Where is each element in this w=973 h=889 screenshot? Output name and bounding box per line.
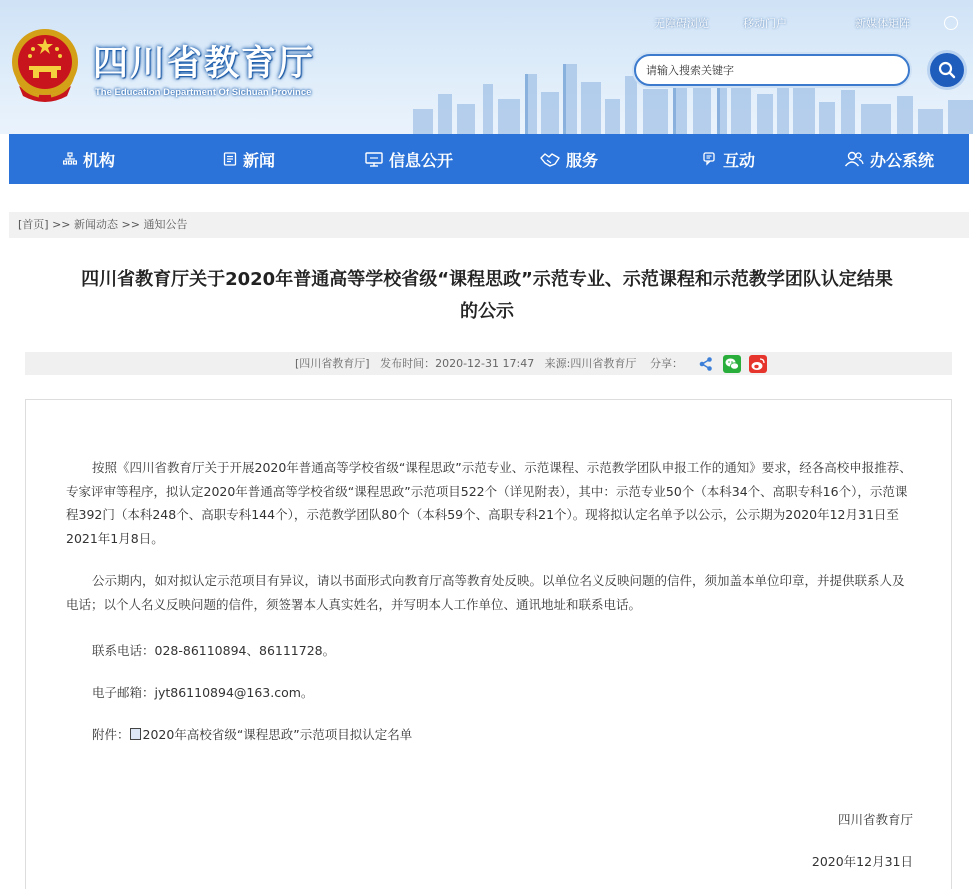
breadcrumb-home[interactable]: [首页] [18, 218, 49, 231]
org-icon [63, 152, 77, 166]
file-icon [130, 728, 141, 740]
attachment-link[interactable]: 2020年高校省级“课程思政”示范项目拟认定名单 [142, 727, 413, 742]
nav-item-org[interactable] [9, 134, 169, 184]
handshake-icon [540, 152, 560, 167]
nav-item-news[interactable] [169, 134, 329, 184]
share-label: 分享： [650, 357, 683, 370]
publish-date: 2020年12月31日 [811, 854, 913, 869]
article-content [25, 399, 952, 889]
search-box [634, 54, 910, 86]
article-paragraph: 公示期内，如对拟认定示范项目有异议，请以书面形式向教育厅高等教育处反映。以单位名义反映问题的信件，须加盖本单位印章，并提供联系人及电话；以个人名义反映问题的信件，须签署本人真实姓名，并写明本人工作单位、通讯地址和联系电话。 [66, 573, 905, 612]
nav-item-office[interactable] [809, 134, 969, 184]
news-icon [223, 152, 237, 166]
new-media-link[interactable] [821, 15, 958, 31]
main-nav [9, 134, 969, 184]
article-title [25, 264, 949, 328]
search-button[interactable] [930, 53, 964, 87]
attachment-label: 附件： [92, 727, 130, 742]
share-icon[interactable] [697, 355, 715, 373]
accessibility-link[interactable]: 无障碍浏览 [654, 17, 709, 30]
nav-item-info-public[interactable] [329, 134, 489, 184]
nav-label: 信息公开 [388, 150, 453, 170]
chat-icon [703, 152, 717, 166]
nav-label: 服务 [565, 150, 598, 170]
breadcrumb [9, 212, 969, 238]
article-meta: [四川省教育厅] 发布时间：2020-12-31 17:47 来源:四川省教育厅 [295, 357, 637, 370]
site-header [0, 0, 973, 134]
monitor-icon [365, 152, 383, 167]
nav-label: 机构 [82, 150, 115, 170]
article-title-line2: 的公示 [460, 301, 514, 322]
article-title-line1: 四川省教育厅关于2020年普通高等学校省级“课程思政”示范专业、示范课程和示范教学团队认定结果 [81, 269, 893, 290]
nav-label: 互动 [722, 150, 755, 170]
new-media-label: 新媒体矩阵 [855, 17, 910, 30]
article-paragraph: 按照《四川省教育厅关于开展2020年普通高等学校省级“课程思政”示范专业、示范课程、示范教学团队申报工作的通知》要求，经各高校申报推荐、专家评审等程序，拟认定2020年普通高等学校省级“课程思政”示范项目522个（详见附表），其中：示范专业50个（本科34个、高职专科16个），示范课程392门（本科248个、高职专科144个），示范教学团队80个（本科59个、高职专科21个）。现将拟认定名单予以公示，公示期为2020年12月31日至2021年1月8日。 [66, 460, 912, 546]
site-name-english: The Education Department Of Sichuan Province [95, 87, 312, 98]
breadcrumb-notices[interactable]: 通知公告 [143, 218, 188, 231]
search-input[interactable] [636, 56, 908, 84]
mobile-portal-link[interactable]: 移动门户 [743, 17, 787, 30]
signature: 四川省教育厅 [837, 812, 913, 827]
search-icon [938, 61, 956, 79]
nav-item-service[interactable] [489, 134, 649, 184]
users-icon [844, 151, 864, 167]
weibo-icon[interactable] [749, 355, 767, 373]
site-name: 四川省教育厅 [93, 44, 316, 84]
top-links [620, 15, 958, 31]
media-icon [944, 16, 958, 30]
nav-item-interact[interactable] [649, 134, 809, 184]
contact-email: 电子邮箱：jyt86110894@163.com。 [92, 685, 314, 700]
breadcrumb-separator: >> [121, 218, 140, 231]
attachment-line [92, 725, 412, 743]
national-emblem-logo [9, 26, 81, 104]
wechat-icon[interactable] [723, 355, 741, 373]
contact-phone: 联系电话：028-86110894、86111728。 [92, 643, 336, 658]
nav-label: 新闻 [242, 150, 275, 170]
nav-label: 办公系统 [869, 150, 934, 170]
breadcrumb-news[interactable]: 新闻动态 [74, 218, 119, 231]
article-meta-bar [25, 352, 952, 375]
breadcrumb-separator: >> [52, 218, 71, 231]
